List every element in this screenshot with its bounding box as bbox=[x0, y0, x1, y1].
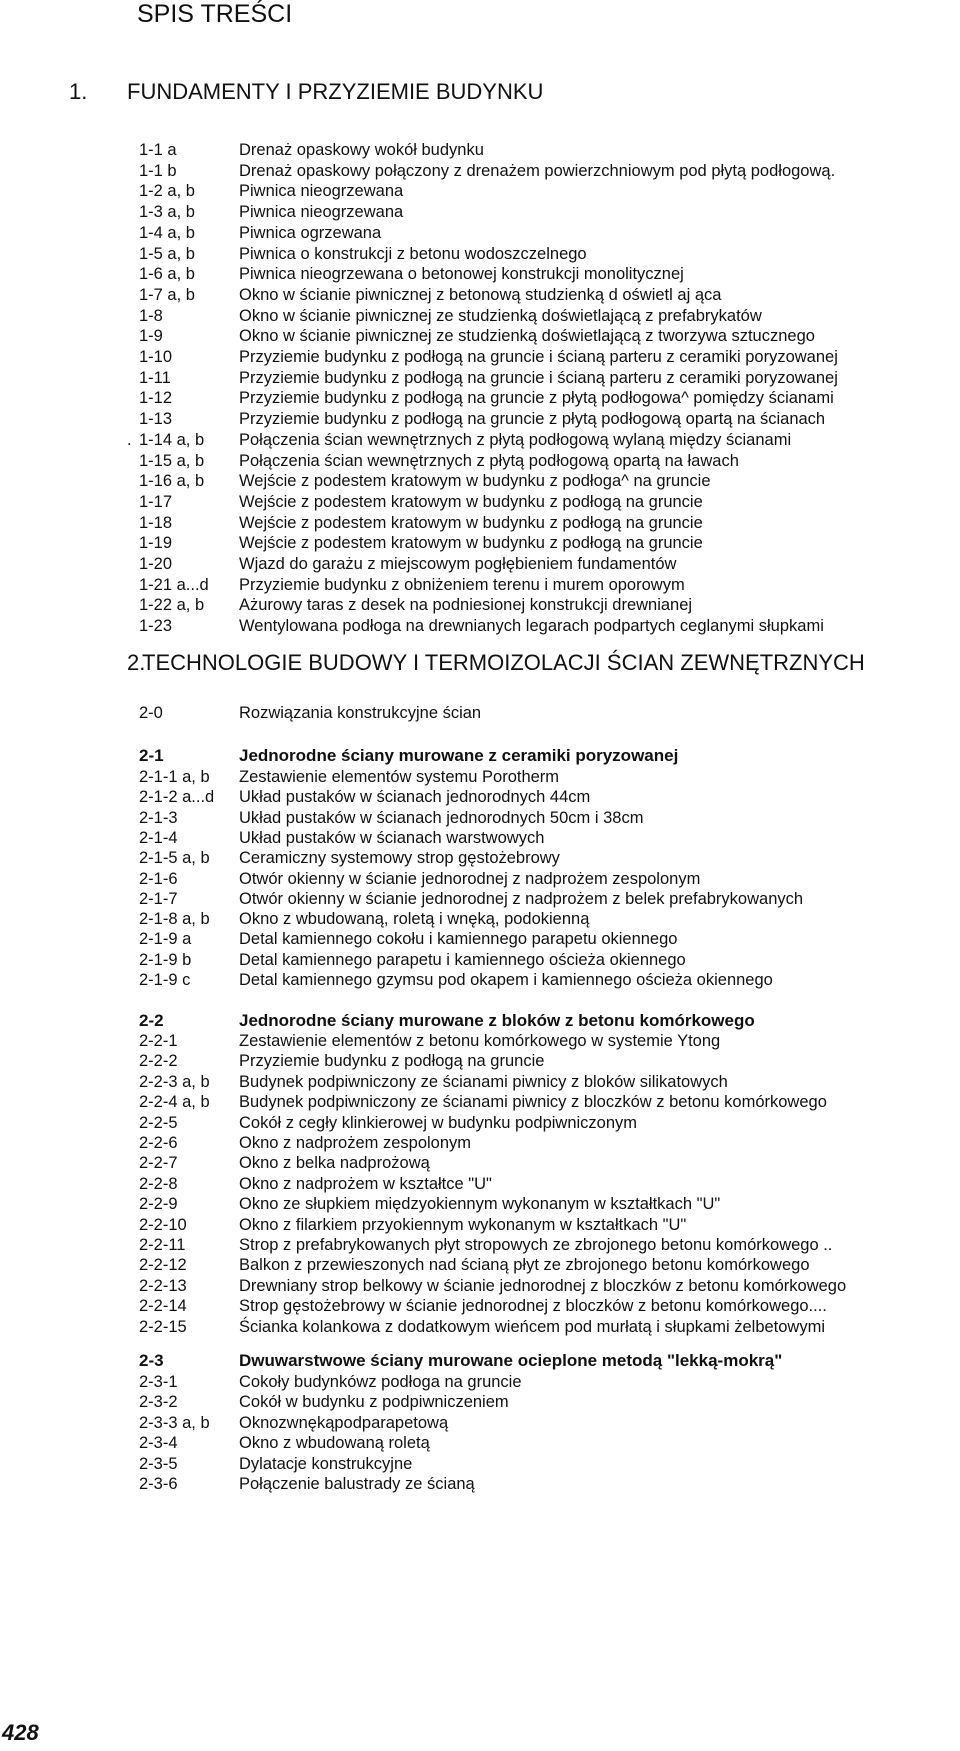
entry-description: Dwuwarstwowe ściany murowane ocieplone metodą "lekką-mokrą" bbox=[239, 1351, 783, 1370]
entry-description: Układ pustaków w ścianach jednorodnych 50cm i 38cm bbox=[239, 808, 644, 827]
entry-code: 1-11 bbox=[139, 368, 171, 387]
entry-code: 2-2-15 bbox=[139, 1317, 187, 1336]
entry-code: 1-22 a, b bbox=[139, 596, 205, 615]
entry-code: 1-16 a, b bbox=[139, 472, 205, 491]
entry-code: 2-2-6 bbox=[139, 1134, 178, 1152]
entry-description: Drewniany strop belkowy w ścianie jednorodnej z bloczków z betonu komórkowego bbox=[239, 1276, 847, 1295]
section-1-number: 1. bbox=[69, 79, 88, 104]
entry-code: 1-12 bbox=[139, 389, 173, 408]
entry-description: Strop gęstożebrowy w ścianie jednorodnej z bloczków z betonu komórkowego.... bbox=[239, 1297, 827, 1316]
entry-description: Detal kamiennego gzymsu pod okapem i kamiennego ościeża okiennego bbox=[239, 971, 773, 989]
entry-description: Jednorodne ściany murowane z ceramiki poryzowanej bbox=[239, 746, 679, 765]
entry-description: Przyziemie budynku z obniżeniem terenu i murem oporowym bbox=[239, 575, 685, 594]
entry-code: 2-1-6 bbox=[139, 869, 178, 888]
entry-description: Balkon z przewieszonych nad ścianą płyt ze zbrojonego betonu komórkowego bbox=[239, 1256, 810, 1275]
entry-code: 1-13 bbox=[139, 410, 173, 429]
entry-code: 1-3 a, b bbox=[139, 203, 195, 222]
entry-code: 2-2-14 bbox=[139, 1297, 187, 1316]
page-title: SPIS TREŚCI bbox=[137, 0, 293, 28]
entry-description: Połączenie balustrady ze ścianą bbox=[239, 1475, 475, 1493]
entry-description: Przyziemie budynku z podłogą na gruncie bbox=[239, 1052, 545, 1071]
entry-description: Okno z nadprożem w kształtce "U" bbox=[239, 1174, 492, 1193]
entry-code: 1-14 a, b bbox=[139, 430, 205, 449]
entry-code: 2-2-1 bbox=[139, 1032, 178, 1050]
entry-code: 2-2 bbox=[139, 1011, 164, 1030]
entry-description: Okno z nadprożem zespolonym bbox=[239, 1134, 472, 1152]
entry-code: 2-2-3 a, b bbox=[139, 1072, 210, 1091]
entry-code: 1-5 a, b bbox=[139, 244, 195, 263]
entry-description: Okno z filarkiem przyokiennym wykonanym w kształtkach "U" bbox=[239, 1215, 687, 1234]
entry-code: 2-3-5 bbox=[139, 1454, 178, 1473]
entry-code: 1-10 bbox=[139, 348, 173, 366]
entry-code: 2-3-3 a, b bbox=[139, 1413, 210, 1432]
entry-description: Okno w ścianie piwnicznej z betonową studzienką d oświetl aj ąca bbox=[239, 285, 722, 304]
entry-code: 2-3-1 bbox=[139, 1373, 178, 1391]
entry-code: 1-1 b bbox=[139, 161, 177, 180]
entry-code: 1-2 a, b bbox=[139, 182, 195, 201]
entry-description: Okno ze słupkiem międzyokiennym wykonanym w kształtkach "U" bbox=[239, 1195, 721, 1214]
entry-description: Drenaż opaskowy wokół budynku bbox=[239, 141, 484, 159]
entry-description: Budynek podpiwniczony ze ścianami piwnicy z bloków silikatowych bbox=[239, 1072, 728, 1091]
entry-code: 1-20 bbox=[139, 555, 173, 573]
entry-description: Okno w ścianie piwnicznej ze studzienką doświetlającą z tworzywa sztucznego bbox=[239, 327, 815, 346]
entry-code: 1-8 bbox=[139, 306, 163, 325]
entry-code: 2-1-5 a, b bbox=[139, 849, 210, 868]
entry-description: Wejście z podestem kratowym w budynku z podłogą na gruncie bbox=[239, 513, 703, 532]
section-2-title: TECHNOLOGIE BUDOWY I TERMOIZOLACJI ŚCIAN ZEWNĘTRZNYCH bbox=[142, 650, 865, 675]
entry-code: 2-3-6 bbox=[139, 1475, 178, 1493]
entry-code: 2-3-4 bbox=[139, 1434, 178, 1453]
entry-description: Piwnica nieogrzewana bbox=[239, 182, 404, 201]
entry-code: 1-9 bbox=[139, 327, 163, 346]
entry-description: Układ pustaków w ścianach jednorodnych 44cm bbox=[239, 788, 591, 807]
entry-description: Przyziemie budynku z podłogą na gruncie i ścianą parteru z ceramiki poryzowanej bbox=[239, 368, 838, 387]
entry-code: 2-1-9 a bbox=[139, 930, 192, 949]
entry-description: Otwór okienny w ścianie jednorodnej z nadprożem zespolonym bbox=[239, 869, 701, 888]
entry-prefix: . bbox=[127, 430, 132, 449]
entry-description: Wejście z podestem kratowym w budynku z podłoga^ na gruncie bbox=[239, 472, 711, 491]
entry-code: 1-7 a, b bbox=[139, 285, 195, 304]
entry-description: Jednorodne ściany murowane z bloków z betonu komórkowego bbox=[239, 1011, 755, 1030]
entry-code: 2-1-9 b bbox=[139, 950, 192, 969]
entry-description: Dylatacje konstrukcyjne bbox=[239, 1454, 413, 1473]
entry-description: Okno w ścianie piwnicznej ze studzienką doświetlającą z prefabrykatów bbox=[239, 306, 762, 325]
entry-code: 2-1-1 a, b bbox=[139, 768, 210, 786]
entry-description: Otwór okienny w ścianie jednorodnej z nadprożem z belek prefabrykowanych bbox=[239, 889, 804, 908]
entry-code: 2-3-2 bbox=[139, 1393, 178, 1412]
entry-description: Okno z wbudowaną roletą bbox=[239, 1434, 430, 1453]
page-number: 428 bbox=[2, 1720, 39, 1745]
entry-description: Detal kamiennego cokołu i kamiennego parapetu okiennego bbox=[239, 930, 678, 949]
entry-code: 2-2-10 bbox=[139, 1215, 187, 1234]
entry-description: Zestawienie elementów z betonu komórkowego w systemie Ytong bbox=[239, 1032, 721, 1050]
entry-description: Cokoły budynkówz podłoga na gruncie bbox=[239, 1373, 522, 1391]
entry-code: 2-1-3 bbox=[139, 808, 178, 827]
entry-code: 2-2-9 bbox=[139, 1195, 178, 1214]
section-1-title: FUNDAMENTY I PRZYZIEMIE BUDYNKU bbox=[127, 79, 544, 104]
entry-description: Okno z belka nadprożową bbox=[239, 1154, 430, 1173]
entry-description: Cokół z cegły klinkierowej w budynku podpiwniczonym bbox=[239, 1113, 638, 1132]
entry-description: Przyziemie budynku z podłogą na gruncie z płytą podłogowa^ pomiędzy ścianami bbox=[239, 389, 834, 408]
entry-description: Detal kamiennego parapetu i kamiennego ościeża okiennego bbox=[239, 950, 686, 969]
entry-code: 1-4 a, b bbox=[139, 223, 195, 242]
entry-description: Drenaż opaskowy połączony z drenażem powierzchniowym pod płytą podłogową. bbox=[239, 161, 836, 180]
entry-description: Ceramiczny systemowy strop gęstożebrowy bbox=[239, 849, 560, 868]
entry-description: Oknozwnękąpodparapetową bbox=[239, 1413, 449, 1432]
entry-description: Piwnica o konstrukcji z betonu wodoszczelnego bbox=[239, 244, 587, 263]
entry-code: 2-2-2 bbox=[139, 1052, 178, 1071]
entry-description: Przyziemie budynku z podłogą na gruncie i ścianą parteru z ceramiki poryzowanej bbox=[239, 348, 838, 366]
entry-code: 1-17 bbox=[139, 492, 173, 511]
entry-code: 1-15 a, b bbox=[139, 451, 205, 470]
entry-code: 2-2-4 a, b bbox=[139, 1093, 210, 1112]
entry-code: 2-1-7 bbox=[139, 889, 178, 908]
entry-description: Przyziemie budynku z podłogą na gruncie z płytą podłogową opartą na ścianach bbox=[239, 410, 826, 429]
entry-code: 2-0 bbox=[139, 704, 163, 722]
entry-description: Piwnica nieogrzewana bbox=[239, 203, 404, 222]
entry-description: Wjazd do garażu z miejscowym pogłębieniem fundamentów bbox=[239, 555, 677, 573]
entry-description: Połączenia ścian wewnętrznych z płytą podłogową wylaną między ścianami bbox=[239, 430, 792, 449]
entry-description: Rozwiązania konstrukcyjne ścian bbox=[239, 704, 482, 722]
entry-description: Budynek podpiwniczony ze ścianami piwnicy z bloczków z betonu komórkowego bbox=[239, 1093, 827, 1112]
entry-description: Wejście z podestem kratowym w budynku z podłogą na gruncie bbox=[239, 534, 703, 553]
entry-description: Układ pustaków w ścianach warstwowych bbox=[239, 828, 545, 847]
entry-code: 2-2-5 bbox=[139, 1113, 178, 1132]
entry-code: 2-2-12 bbox=[139, 1256, 187, 1275]
entry-description: Cokół w budynku z podpiwniczeniem bbox=[239, 1393, 509, 1412]
entry-code: 2-1-2 a...d bbox=[139, 788, 215, 807]
entry-description: Wejście z podestem kratowym w budynku z podłogą na gruncie bbox=[239, 492, 703, 511]
entry-code: 1-19 bbox=[139, 534, 173, 553]
entry-code: 2-2-11 bbox=[139, 1236, 186, 1254]
entry-code: 1-6 a, b bbox=[139, 265, 195, 284]
entry-code: 1-21 a...d bbox=[139, 575, 209, 594]
entry-code: 2-2-8 bbox=[139, 1174, 178, 1193]
entry-code: 1-1 a bbox=[139, 141, 177, 159]
entry-description: Ścianka kolankowa z dodatkowym wieńcem pod murłatą i słupkami żelbetowymi bbox=[239, 1317, 826, 1336]
entry-code: 1-18 bbox=[139, 513, 173, 532]
entry-code: 1-23 bbox=[139, 617, 173, 636]
entry-description: Okno z wbudowaną, roletą i wnęką, podokienną bbox=[239, 910, 590, 929]
entry-description: Ażurowy taras z desek na podniesionej konstrukcji drewnianej bbox=[239, 596, 693, 615]
entry-description: Piwnica ogrzewana bbox=[239, 223, 382, 242]
entry-description: Wentylowana podłoga na drewnianych legarach podpartych ceglanymi słupkami bbox=[239, 617, 824, 636]
entry-code: 2-2-13 bbox=[139, 1276, 187, 1295]
section-2-number: 2. bbox=[127, 650, 146, 675]
entry-code: 2-1-4 bbox=[139, 828, 178, 847]
entry-description: Połączenia ścian wewnętrznych z płytą podłogową opartą na ławach bbox=[239, 451, 739, 470]
entry-code: 2-1 bbox=[139, 746, 164, 765]
entry-code: 2-3 bbox=[139, 1351, 164, 1370]
entry-code: 2-1-8 a, b bbox=[139, 910, 210, 929]
entry-description: Strop z prefabrykowanych płyt stropowych ze zbrojonego betonu komórkowego .. bbox=[239, 1236, 833, 1254]
entry-code: 2-1-9 c bbox=[139, 971, 191, 989]
entry-description: Piwnica nieogrzewana o betonowej konstrukcji monolitycznej bbox=[239, 265, 684, 284]
entry-description: Zestawienie elementów systemu Porotherm bbox=[239, 768, 560, 786]
entry-code: 2-2-7 bbox=[139, 1154, 178, 1173]
